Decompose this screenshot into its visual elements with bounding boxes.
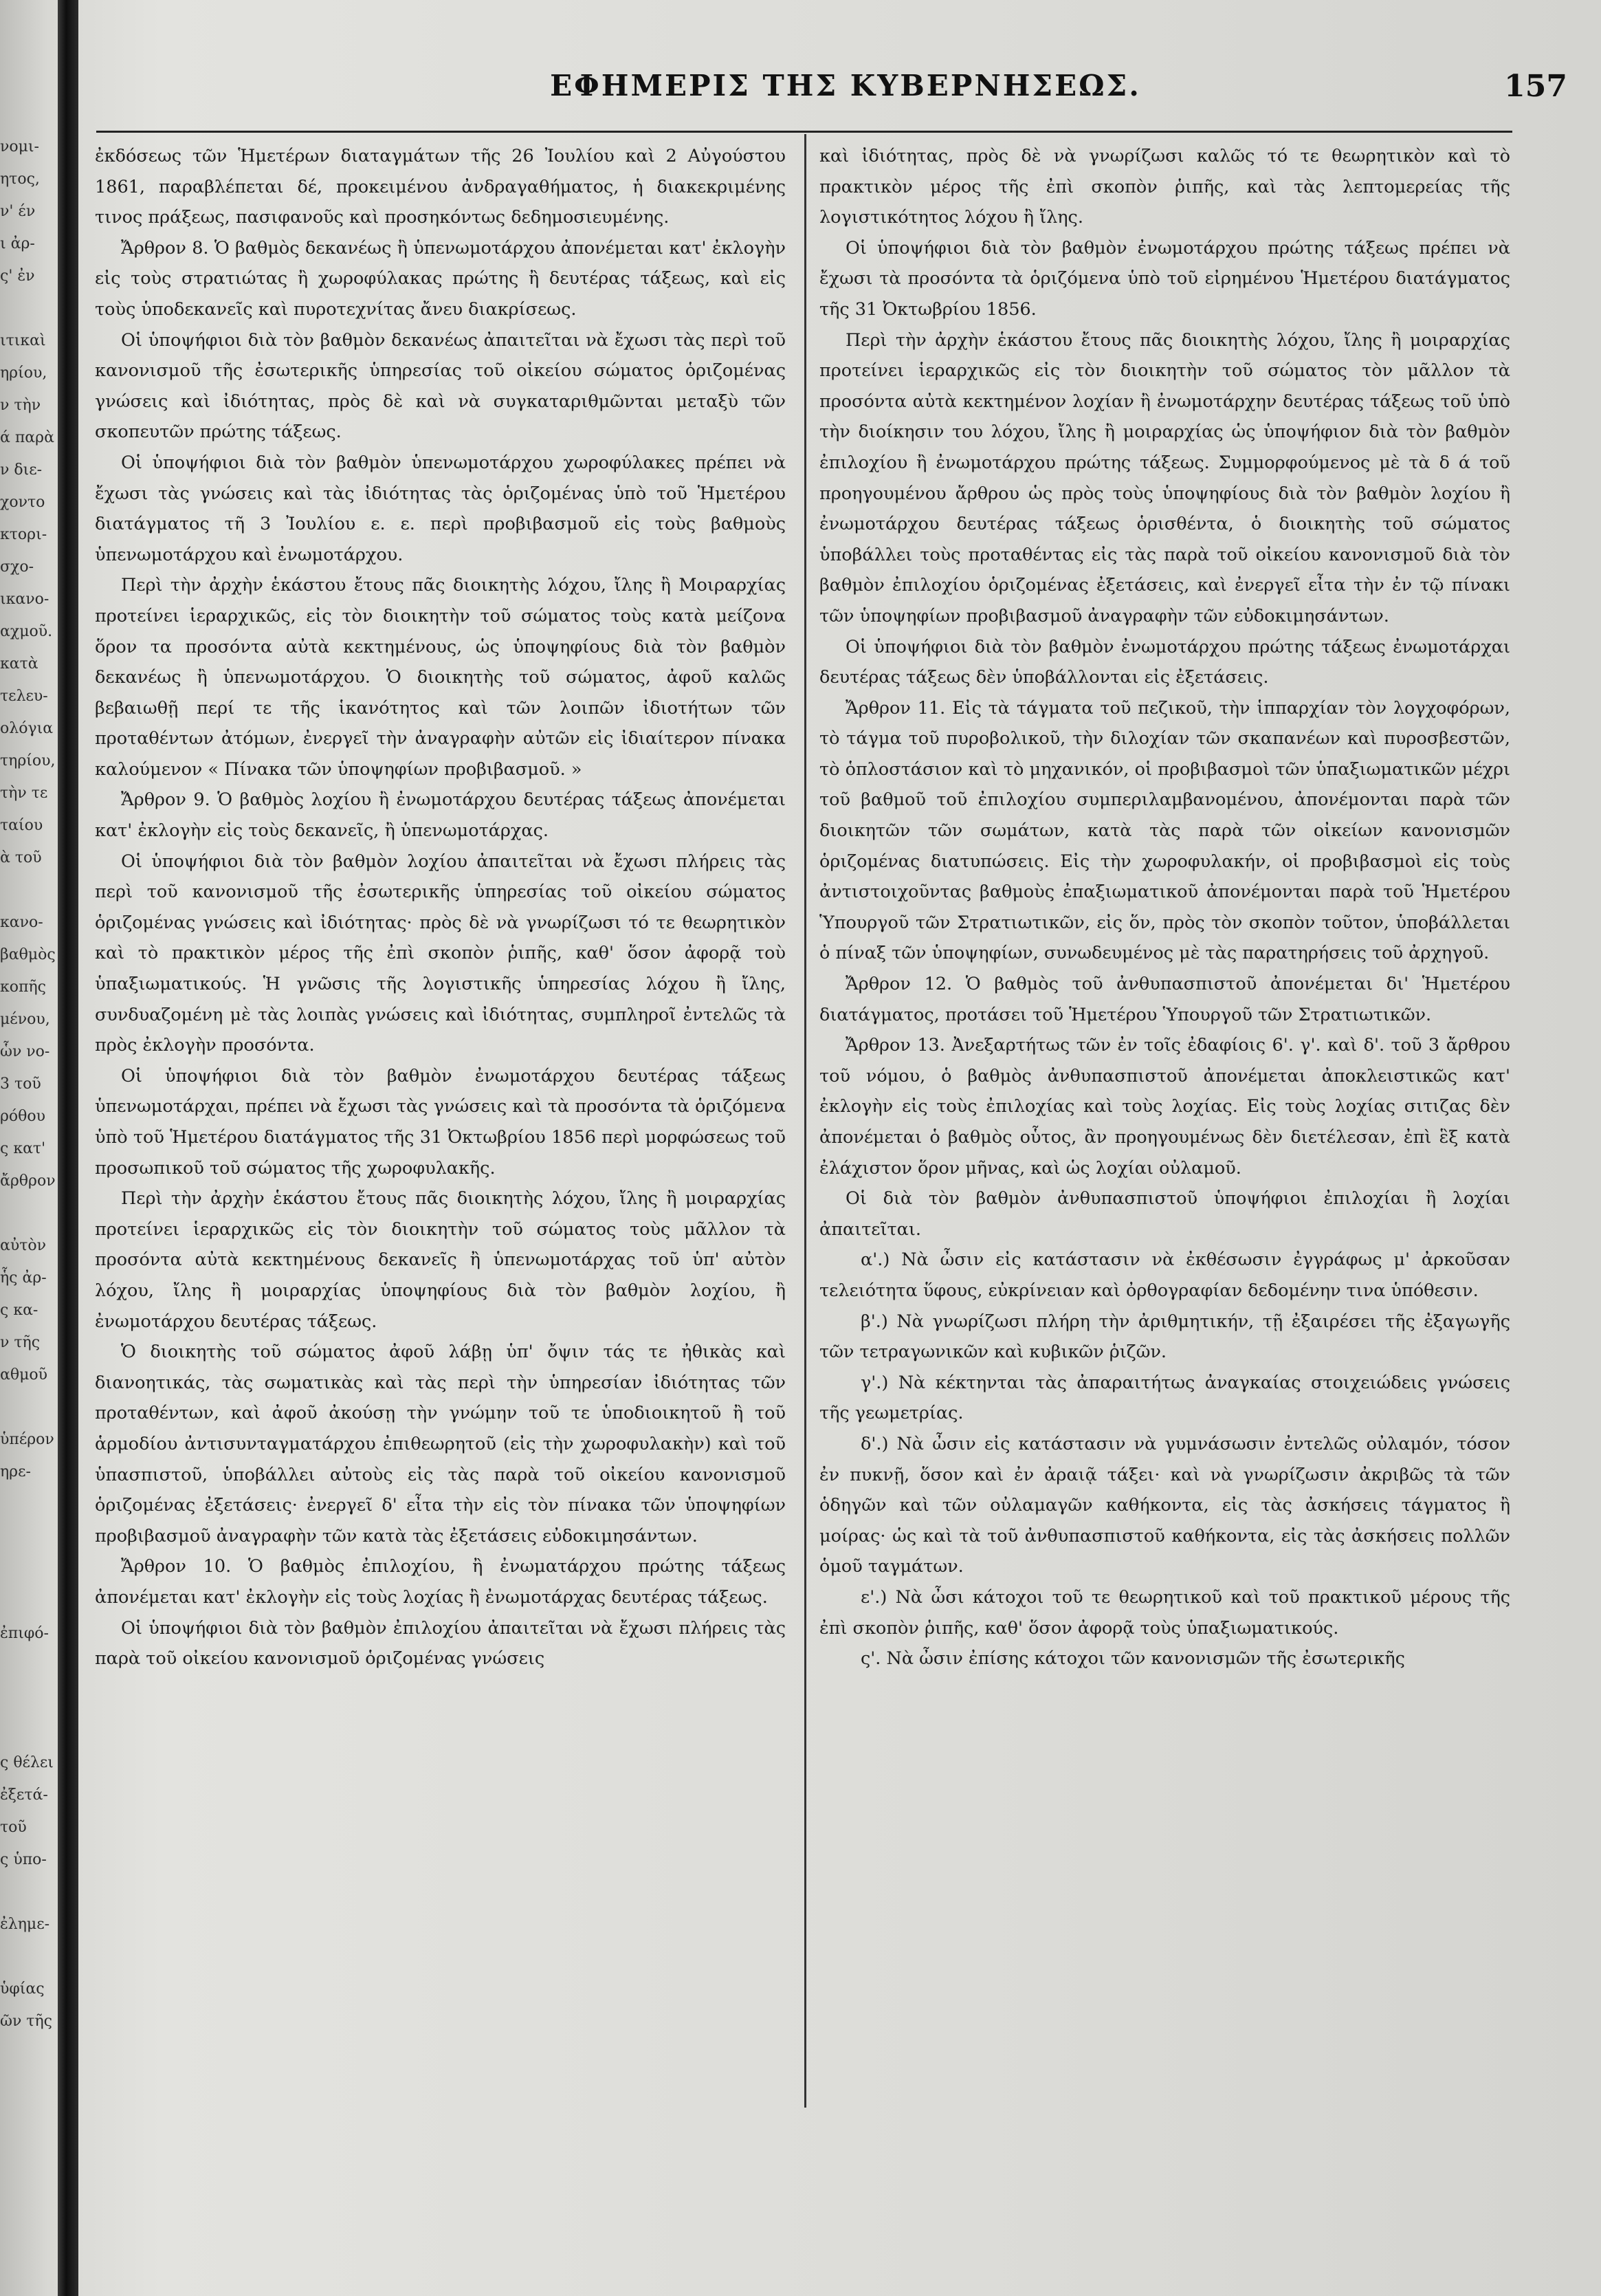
fragment-line: ἄρθρον: [0, 1172, 56, 1190]
fragment-line: σχο-: [0, 558, 34, 576]
fragment-line: ἧς ἀρ-: [0, 1269, 47, 1287]
fragment-line: ι ἀρ-: [0, 235, 35, 252]
paragraph: ἐκδόσεως τῶν Ἡμετέρων διαταγμάτων τῆς 26 Ἰουλίου καὶ 2 Αὐγούστου 1861, παραβλέπεται δέ, προκειμένου ἀνδραγαθήματος, ἡ διακεκριμένης τινος πράξεως, πασιφανοῦς καὶ προσηκόντως δεδημοσιευμένης.: [95, 146, 786, 228]
fragment-line: [0, 1488, 56, 1520]
fragment-line: ς κα-: [0, 1302, 38, 1319]
fragment-line: ηρίου,: [0, 364, 47, 382]
fragment-line: [0, 1585, 56, 1617]
fragment-line: ολόγια: [0, 720, 54, 737]
fragment-line: ν διε-: [0, 461, 43, 479]
newspaper-title: ΕΦΗΜΕΡΙΣ ΤΗΣ ΚΥΒΕΡΝΗΣΕΩΣ.: [550, 69, 1141, 102]
fragment-line: ῶν τῆς: [0, 2013, 52, 2030]
fragment-line: [0, 1682, 56, 1714]
fragment-line: ἐξετά-: [0, 1786, 48, 1804]
fragment-line: [0, 1650, 56, 1682]
fragment-line: [0, 1520, 56, 1553]
requirement-c: γ'.) Νὰ κέκτηνται τὰς ἀπαραιτήτως ἀναγκαίας στοιχειώδεις γνώσεις τῆς γεωμετρίας.: [819, 1372, 1510, 1424]
fragment-line: χοντο: [0, 494, 45, 511]
fragment-line: ρόθου: [0, 1108, 46, 1125]
page-number: 157: [1504, 69, 1567, 104]
paragraph: Ὁ διοικητὴς τοῦ σώματος ἀφοῦ λάβῃ ὑπ' ὄψιν τάς τε ἠθικὰς καὶ διανοητικάς, τὰς σωματικὰς καὶ τὰς περὶ τὴν ὑπηρεσίαν ἰδιότητας τῶν προταθέντων, καὶ ἀφοῦ ἀκούσῃ τὴν γνώμην τοῦ τε ὑποδιοικητοῦ ἢ τοῦ ἁρμοδίου ἀντισυνταγματάρχου ἐπιθεωρητοῦ (εἰς τὴν χωροφυλακὴν) καὶ τοῦ ὑπασπιστοῦ, ὑποβάλλει αὐτοὺς εἰς τὰς παρὰ τοῦ οἰκείου κανονισμοῦ ὁριζομένας ἐξετάσεις· ἐνεργεῖ δ' εἶτα τὴν εἰς τὸν πίνακα τῶν ὑποψηφίων προβιβασμοῦ ἀναγραφὴν τῶν κατὰ τὰς ἐξετάσεις εὐδοκιμησάντων.: [95, 1342, 786, 1546]
fragment-line: ητος,: [0, 171, 40, 188]
fragment-line: [0, 1940, 56, 1973]
requirement-d: δ'.) Νὰ ὦσιν εἰς κατάστασιν νὰ γυμνάσωσιν ἐντελῶς οὐλαμόν, τόσον ἐν πυκνῇ, ὅσον καὶ ἐν ἀραιᾷ τάξει· καὶ νὰ γνωρίζωσιν ἀκριβῶς τὰ τῶν ὁδηγῶν καὶ τῶν οὐλαμαγῶν καθήκοντα, εἰς τὰς ἀσκήσεις τάγματος ἢ μοίρας· ὡς καὶ τὰ τοῦ ἀνθυπασπιστοῦ καθήκοντα, εἰς τὰς ἀσκήσεις πολλῶν ὁμοῦ ταγμάτων.: [819, 1433, 1510, 1577]
fragment-line: ν' έν: [0, 203, 36, 220]
fragment-line: αὐτὸν: [0, 1237, 47, 1254]
page-header: [96, 69, 1567, 110]
fragment-line: [0, 874, 56, 906]
fragment-line: ὑφίας: [0, 1980, 45, 1998]
paragraph: Περὶ τὴν ἀρχὴν ἑκάστου ἔτους πᾶς διοικητὴς λόχου, ἴλης ἢ Μοιραρχίας προτείνει ἱεραρχικῶς, εἰς τὸν διοικητὴν τοῦ σώματος τοὺς κατὰ μείζονα ὅρον τα προσόντα αὐτὰ κεκτημένους, ὡς ὑποψηφίους διὰ τὸν βαθμὸν δεκανέως ἢ ὑπενωμοτάρχου. Ὁ διοικητὴς τοῦ σώματος, ἀφοῦ καλῶς βεβαιωθῇ περί τε τῆς ἱκανότητος καὶ τῶν λοιπῶν ἰδιοτήτων τῶν προταθέντων ἀτόμων, ἐνεργεῖ τὴν ἀναγραφὴν αὐτῶν εἰς ἰδιαίτερον πίνακα καλούμενον « Πίνακα τῶν ὑποψηφίων προβιβασμοῦ. »: [95, 575, 786, 780]
paragraph: Οἱ ὑποψήφιοι διὰ τὸν βαθμὸν ἐπιλοχίου ἀπαιτεῖται νὰ ἔχωσι πλήρεις τὰς παρὰ τοῦ οἰκείου κανονισμοῦ ὁριζομένας γνώσεις: [95, 1617, 786, 1670]
paragraph: Οἱ ὑποψήφιοι διὰ τὸν βαθμὸν ἐνωμοτάρχου πρώτης τάξεως ἐνωμοτάρχαι δευτέρας τάξεως δὲν ὑποβάλλονται εἰς ἐξετάσεις.: [819, 636, 1510, 688]
fragment-line: [0, 1391, 56, 1423]
fragment-line: ἐπιφό-: [0, 1625, 49, 1642]
article-11: Ἄρθρον 11. Εἰς τὰ τάγματα τοῦ πεζικοῦ, τὴν ἱππαρχίαν τὸν λογχοφόρων, τὸ τάγμα τοῦ πυροβολικοῦ, τὴν διλοχίαν τῶν σκαπανέων καὶ πυροσβεστῶν, τὸ ὁπλοστάσιον καὶ τὸ μηχανικόν, οἱ προβιβασμοὶ τῶν ὑπαξιωματικῶν μέχρι τοῦ βαθμοῦ τοῦ ἐπιλοχίου συμπεριλαμβανομένου, ἀπονέμονται παρὰ τῶν διοικητῶν τῶν σωμάτων, κατὰ τὰς παρὰ τῶν οἰκείων κανονισμῶν ὁριζομένας διατυπώσεις. Εἰς τὴν χωροφυλακήν, οἱ προβιβασμοὶ εἰς τοὺς ἀντιστοιχοῦντας βαθμοὺς ἐπαξιωματικοῦ ἀπονέμονται παρὰ τοῦ Ἡμετέρου Ὑπουργοῦ τῶν Στρατιωτικῶν, εἰς ὅν, πρὸς τὸν σκοπὸν τοῦτον, ὑποβάλλεται ὁ πίναξ τῶν ὑποψηφίων, συνωδευμένος μὲ τὰς παρατηρήσεις τοῦ ἀρχηγοῦ.: [819, 697, 1510, 964]
requirement-e: ε'.) Νὰ ὦσι κάτοχοι τοῦ τε θεωρητικοῦ καὶ τοῦ πρακτικοῦ μέρους τῆς ἐπὶ σκοπὸν ῥιπῆς, καθ' ὅσον ἀφορᾷ τοὺς ὑπαξιωματικούς.: [819, 1586, 1510, 1639]
fragment-line: ικανο-: [0, 591, 49, 608]
fragment-line: ὰ τοῦ: [0, 849, 42, 866]
requirement-f: ς'. Νὰ ὦσιν ἐπίσης κάτοχοι τῶν κανονισμῶν τῆς ἐσωτερικῆς: [861, 1648, 1405, 1670]
paragraph: Οἱ ὑποψήφιοι διὰ τὸν βαθμὸν ὑπενωμοτάρχου χωροφύλακες πρέπει νὰ ἔχωσι τὰς γνώσεις καὶ τὰς ἰδιότητας τὰς ὁριζομένας ὑπὸ τοῦ Ἡμετέρου διατάγματος τῆ 3 Ἰουλίου ε. ε. περὶ προβιβασμοῦ εἰς τοὺς βαθμοὺς ὑπενωμοτάρχου καὶ ἐνωμοτάρχου.: [95, 452, 786, 565]
fragment-line: ὧν νο-: [0, 1043, 50, 1060]
header-divider: [96, 131, 1512, 133]
article-13: Ἄρθρον 13. Ἀνεξαρτήτως τῶν ἐν τοῖς ἐδαφίοις 6'. γ'. καὶ δ'. τοῦ 3 ἄρθρου τοῦ νόμου, ὁ βαθμὸς ἀνθυπασπιστοῦ ἀπονέμεται ἀποκλειστικῶς κατ' ἐκλογὴν εἰς τοὺς ἐπιλοχίας καὶ τοὺς λοχίας. Εἰς τοὺς λοχίας σιτιζας δὲν ἀπονέμεται ὁ βαθμὸς οὗτος, ἂν προηγουμένως δὲν διετέλεσαν, ἐπὶ ἓξ κατὰ ἐλάχιστον ὅρον μῆνας, καὶ ὡς λοχίαι οὐλαμοῦ.: [819, 1035, 1510, 1179]
fragment-line: ιτικαὶ: [0, 332, 46, 349]
fragment-line: ς ὑπο-: [0, 1851, 47, 1868]
fragment-line: ἐλημε-: [0, 1916, 50, 1933]
requirement-a: α'.) Νὰ ὦσιν εἰς κατάστασιν νὰ ἐκθέσωσιν ἐγγράφως μ' ἀρκοῦσαν τελειότητα ὕφους, εὐκρίνειαν καὶ ὀρθογραφίαν δεδομένην τινα ὑπόθεσιν.: [819, 1249, 1510, 1301]
left-column: [95, 141, 786, 1674]
fragment-line: [0, 1714, 56, 1747]
fragment-line: κατὰ: [0, 655, 38, 673]
fragment-line: μένου,: [0, 1011, 50, 1028]
fragment-line: τὴν τε: [0, 785, 48, 802]
fragment-line: ταίου: [0, 817, 43, 834]
article-9: Ἄρθρον 9. Ὁ βαθμὸς λοχίου ἢ ἐνωμοτάρχου δευτέρας τάξεως ἀπονέμεται κατ' ἐκλογὴν εἰς τοὺς δεκανεῖς, ἢ ὑπενωμοτάρχας.: [95, 789, 786, 842]
fragment-line: ς θέλει: [0, 1754, 54, 1771]
fragment-line: ν τῆς: [0, 1334, 41, 1351]
book-binding-gutter: [58, 0, 78, 2296]
article-8: Ἄρθρον 8. Ὁ βαθμὸς δεκανέως ἢ ὑπενωμοτάρχου ἀπονέμεται κατ' ἐκλογὴν εἰς τοὺς στρατιώτας ἢ χωροφύλακας πρώτης ἢ δευτέρας τάξεως, καὶ εἰς τοὺς ὑποδεκανεῖς καὶ πυροτεχνίτας ἄνευ διακρίσεως.: [95, 237, 786, 320]
fragment-line: [0, 1197, 56, 1229]
article-12: Ἄρθρον 12. Ὁ βαθμὸς τοῦ ἀνθυπασπιστοῦ ἀπονέμεται δι' Ἡμετέρου διατάγματος, προτάσει τοῦ Ἡμετέρου Ὑπουργοῦ τῶν Στρατιωτικῶν.: [819, 974, 1510, 1025]
fragment-line: αθμοῦ: [0, 1366, 48, 1384]
fragment-line: [0, 1553, 56, 1585]
fragment-line: [0, 292, 56, 325]
article-10: Ἄρθρον 10. Ὁ βαθμὸς ἐπιλοχίου, ἢ ἐνωματάρχου πρώτης τάξεως ἀπονέμεται κατ' ἐκλογὴν εἰς τοὺς λοχίας ἢ ἐνωμοτάρχας δευτέρας τάξεως.: [95, 1556, 786, 1608]
previous-page-column-fragment: [0, 131, 56, 2262]
right-column: [819, 141, 1510, 1674]
fragment-line: ά παρὰ: [0, 429, 54, 446]
fragment-line: βαθμὸς: [0, 946, 56, 963]
paragraph: Οἱ ὑποψήφιοι διὰ τὸν βαθμὸν ἐνωμοτάρχου πρώτης τάξεως πρέπει νὰ ἔχωσι τὰ προσόντα τὰ ὁριζόμενα ὑπὸ τοῦ εἰρημένου Ἡμετέρου διατάγματος τῆς 31 Ὀκτωβρίου 1856.: [819, 237, 1510, 320]
requirement-b: β'.) Νὰ γνωρίζωσι πλήρη τὴν ἀριθμητικήν, τῇ ἐξαιρέσει τῆς ἐξαγωγῆς τῶν τετραγωνικῶν καὶ κυβικῶν ῥιζῶν.: [819, 1311, 1510, 1363]
paragraph: Περὶ τὴν ἀρχὴν ἑκάστου ἔτους πᾶς διοικητὴς λόχου, ἴλης ἢ μοιραρχίας προτείνει ἱεραρχικῶς εἰς τὸν διοικητὴν τοῦ σώματος τοὺς μᾶλλον τὰ προσόντα αὐτὰ κεκτημένους δεκανεῖς ἢ ὑπενωμοτάρχας τοῦ ὑπ' αὐτὸν λόχου, ἴλης ἢ μοιραρχίας ὑποψηφίους διὰ τὸν βαθμὸν λοχίου, ἢ ἐνωμοτάρχου δευτέρας τάξεως.: [95, 1188, 786, 1332]
fragment-line: ὑπέρον: [0, 1431, 54, 1448]
fragment-line: νομι-: [0, 138, 39, 155]
paragraph: Οἱ ὑποψήφιοι διὰ τὸν βαθμὸν δεκανέως ἀπαιτεῖται νὰ ἔχωσι τὰς περὶ τοῦ κανονισμοῦ τῆς ἐσωτερικῆς ὑπηρεσίας τοῦ οἰκείου σώματος ὁριζομένας γνώσεις καὶ ἰδιότητας, πρὸς δὲ καὶ νὰ συγκαταριθμῶνται μεταξὺ τῶν σκοπευτῶν πρώτης τάξεως.: [95, 329, 786, 443]
fragment-line: ς' ἐν: [0, 267, 35, 285]
fragment-line: κοπῆς: [0, 978, 46, 996]
paragraph: καὶ ἰδιότητας, πρὸς δὲ νὰ γνωρίζωσι καλῶς τό τε θεωρητικὸν καὶ τὸ πρακτικὸν μέρος τῆς ἐπὶ σκοπὸν ῥιπῆς, καὶ τὰς λεπτομερείας τῆς λογιστικότητος λόχου ἢ ἴλης.: [819, 146, 1510, 228]
fragment-line: ν τὴν: [0, 397, 41, 414]
fragment-line: κτορι-: [0, 526, 47, 543]
fragment-line: [0, 1876, 56, 1908]
fragment-line: κανο-: [0, 914, 43, 931]
fragment-line: τελευ-: [0, 688, 48, 705]
paragraph: Οἱ διὰ τὸν βαθμὸν ἀνθυπασπιστοῦ ὑποψήφιοι ἐπιλοχίαι ἢ λοχίαι ἀπαιτεῖται.: [819, 1188, 1510, 1240]
fragment-line: τηρίου,: [0, 752, 56, 769]
paragraph: Περὶ τὴν ἀρχὴν ἑκάστου ἔτους πᾶς διοικητὴς λόχου, ἴλης ἢ μοιραρχίας προτείνει ἱεραρχικῶς εἰς τὸν διοικητὴν τοῦ σώματος τὸν μᾶλλον τὰ προσόντα αὐτὰ κεκτημένον λοχίαν ἢ ἐνωμοτάρχην δευτέρας τάξεως τοῦ ὑπὸ τὴν διοίκησιν του λόχου, ἴλης ἢ μοιραρχίας ὡς ὑποψήφιον διὰ τὸν βαθμὸν ἐπιλοχίου ἢ ἐνωμοτάρχου πρώτης τάξεως. Συμμορφούμενος μὲ τὰ δ ά τοῦ προηγουμένου ἄρθρου ὡς πρὸς τοὺς ὑποψηφίους διὰ τὸν βαθμὸν λοχίου ἢ ἐνωμοτάρχου δευτέρας τάξεως ὁρισθέντα, ὁ διοικητὴς τοῦ σώματος ὑποβάλλει τοὺς προταθέντας εἰς τὰς παρὰ τοῦ οἰκείου κανονισμοῦ διὰ τὸν βαθμὸν ἐπιλοχίου ὁριζομένας ἐξετάσεις, καὶ ἐνεργεῖ εἶτα τὴν ἐν τῷ πίνακι τῶν ὑποψηφίων προβιβασμοῦ ἀναγραφὴν τῶν εὐδοκιμησάντων.: [819, 329, 1510, 626]
fragment-line: αχμοῦ.: [0, 623, 53, 640]
paragraph: Οἱ ὑποψήφιοι διὰ τὸν βαθμὸν ἐνωμοτάρχου δευτέρας τάξεως ὑπενωμοτάρχαι, πρέπει νὰ ἔχωσι τὰς γνώσεις καὶ τὰ προσόντα τὰ ὁριζόμενα ὑπὸ τοῦ Ἡμετέρου διατάγματος τῆς 31 Ὀκτωβρίου 1856 περὶ μορφώσεως τοῦ προσωπικοῦ τοῦ σώματος τῆς χωροφυλακῆς.: [95, 1065, 786, 1179]
fragment-line: τοῦ: [0, 1819, 27, 1836]
fragment-line: ς κατ': [0, 1140, 46, 1157]
paragraph: Οἱ ὑποψήφιοι διὰ τὸν βαθμὸν λοχίου ἀπαιτεῖται νὰ ἔχωσι πλήρεις τὰς περὶ τοῦ κανονισμοῦ τῆς ἐσωτερικῆς ὑπηρεσίας τοῦ οἰκείου σώματος ὁριζομένας γνώσεις καὶ ἰδιότητας· πρὸς δὲ νὰ γνωρίζωσι τό τε θεωρητικὸν καὶ τὸ πρακτικὸν μέρος τῆς ἐπὶ σκοπὸν ῥιπῆς, καθ' ὅσον ἀφορᾷ τοὺ ὑπαξιωματικούς. Ἡ γνῶσις τῆς λογιστικῆς ὑπηρεσίας λόχου ἢ ἴλης, συνδυαζομένη μὲ τὰς λοιπὰς γνώσεις καὶ ἰδιότητας, συμπληροῖ ἐντελῶς τὰ πρὸς ἐκλογὴν προσόντα.: [95, 851, 786, 1056]
fragment-line: 3 τοῦ: [0, 1075, 41, 1093]
column-divider: [804, 134, 806, 2108]
fragment-line: ηρε-: [0, 1463, 31, 1480]
